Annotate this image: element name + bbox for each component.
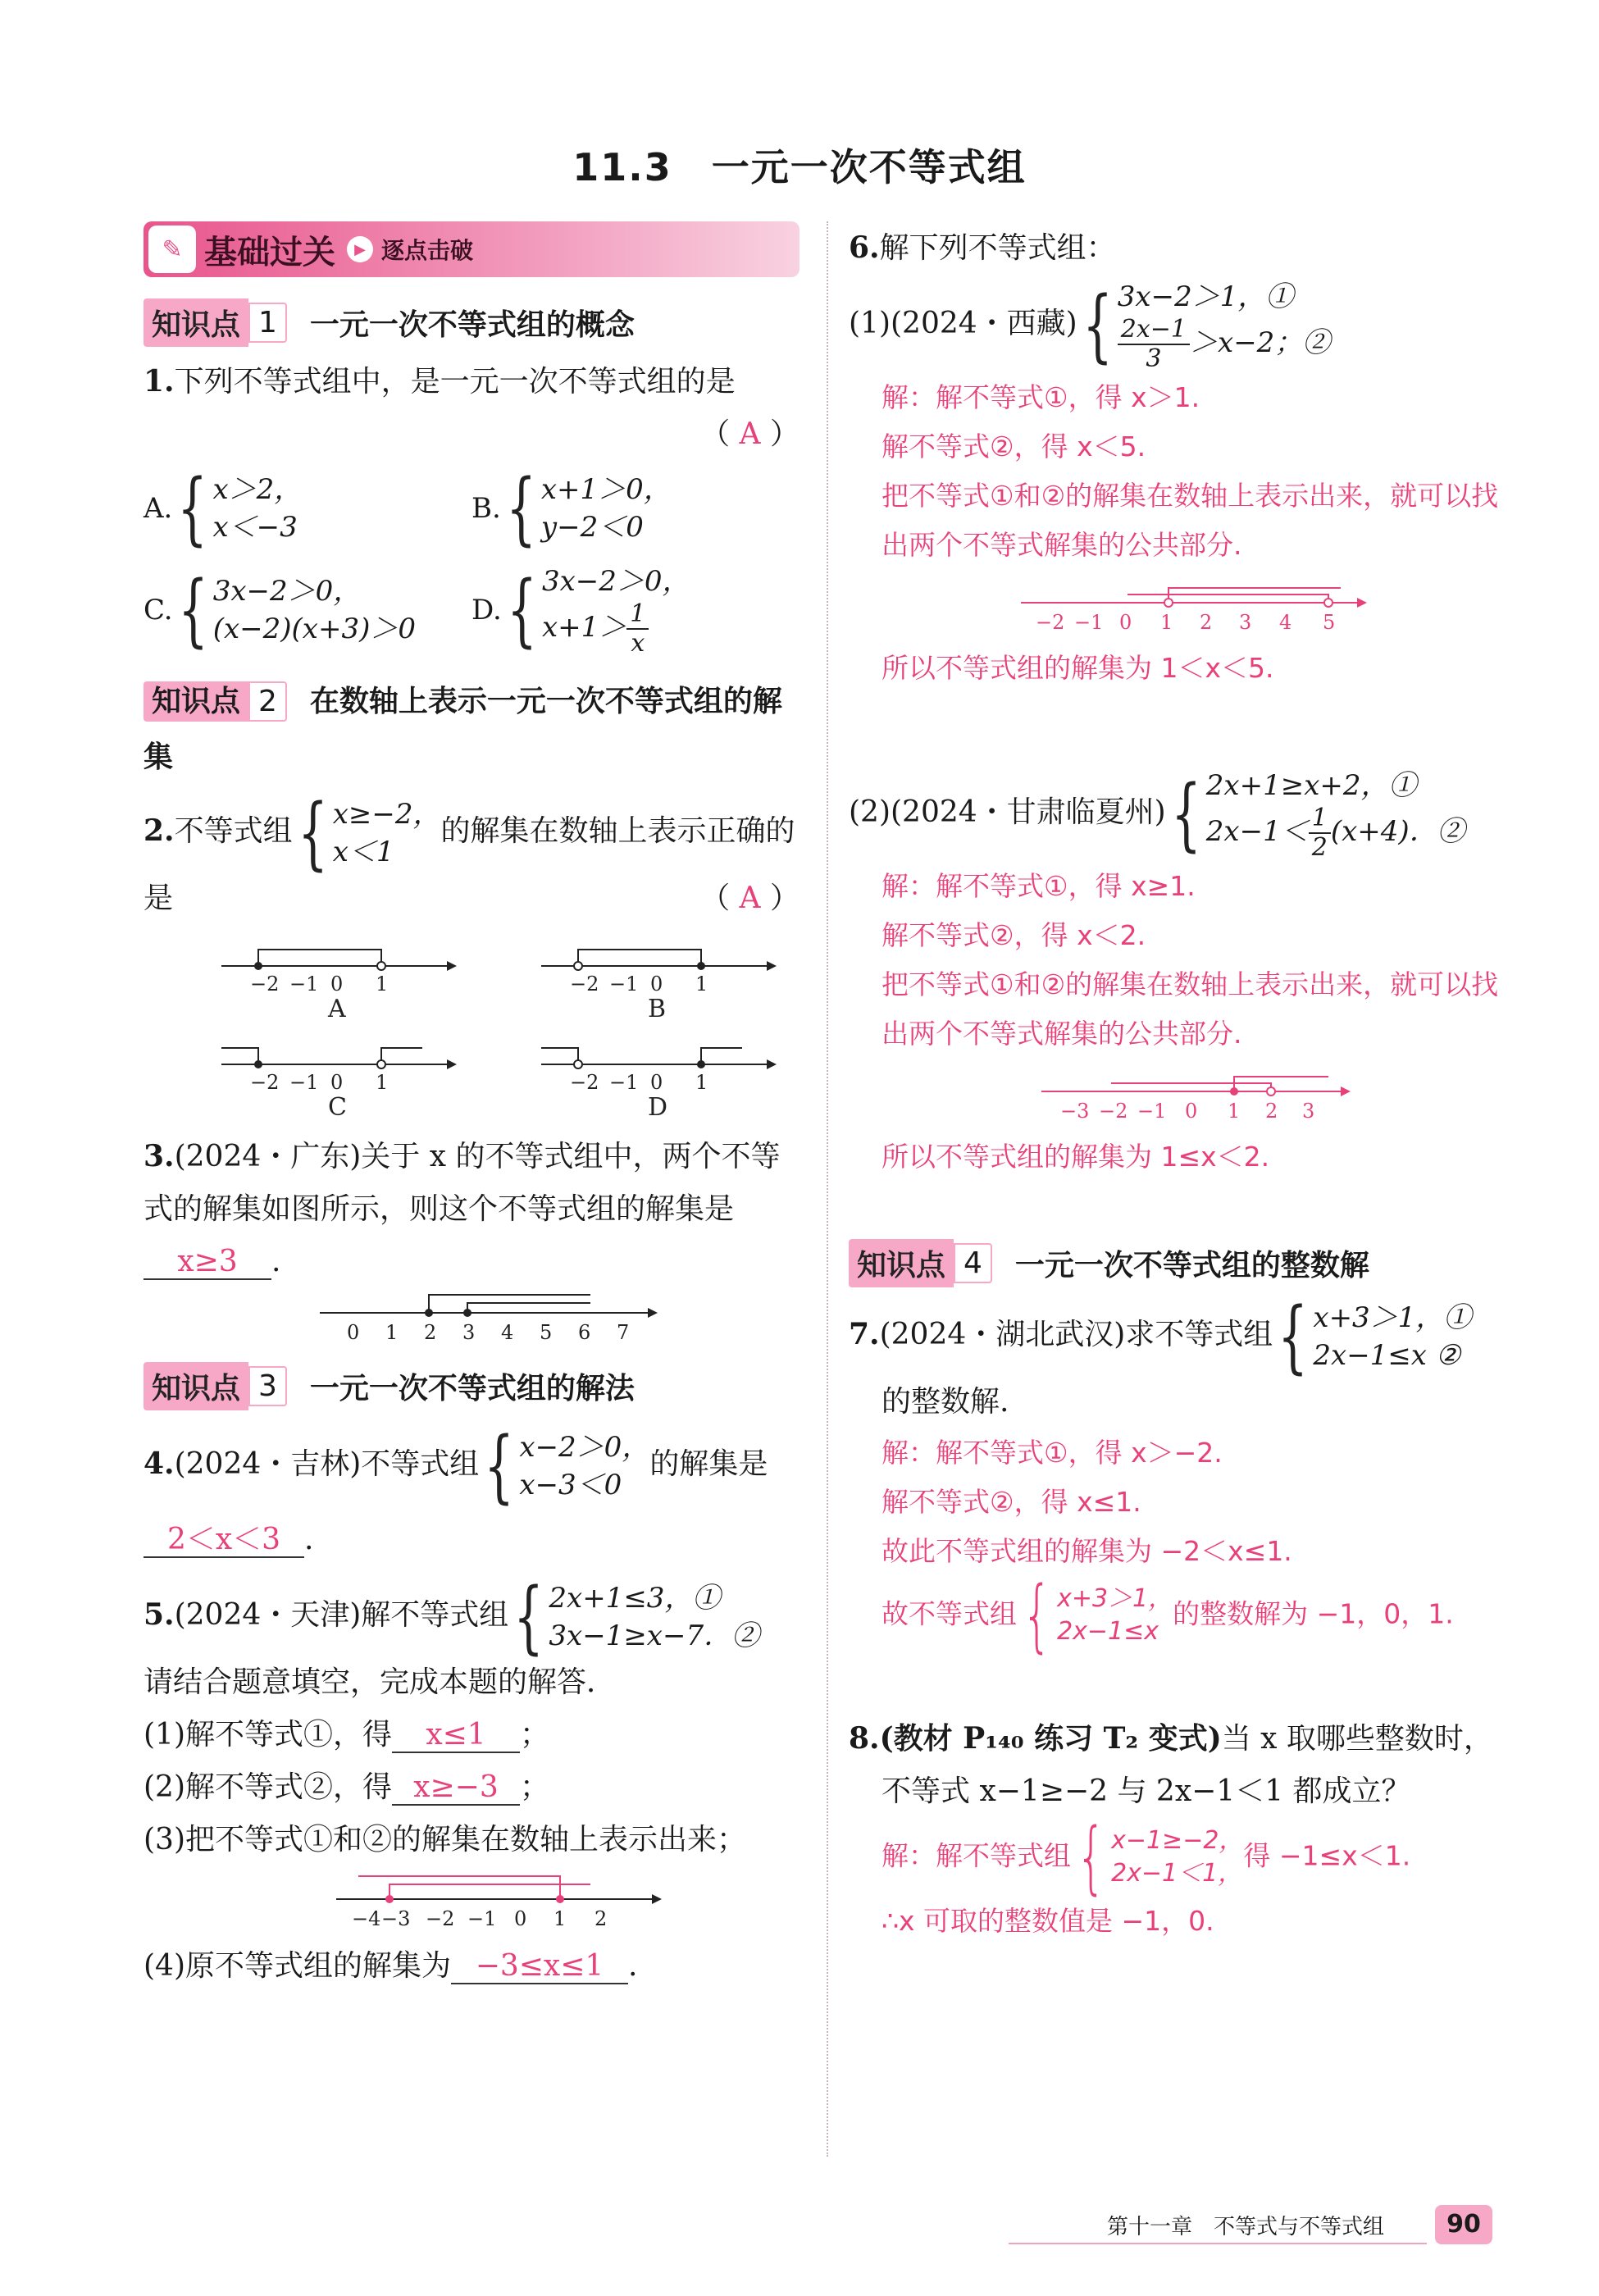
svg-text:0: 0 xyxy=(1185,1100,1198,1123)
solution-6-2-result: 所以不等式组的解集为 1≤x＜2. xyxy=(882,1141,1270,1173)
book-icon: ✎ xyxy=(148,226,196,273)
svg-text:−4: −4 xyxy=(352,1907,381,1930)
svg-text:−1: −1 xyxy=(609,1071,639,1094)
svg-text:0: 0 xyxy=(347,1321,360,1344)
svg-text:0: 0 xyxy=(330,973,344,995)
blank-5-2: x≥−3 xyxy=(392,1771,520,1806)
svg-text:0: 0 xyxy=(514,1907,527,1930)
question-2: 2.不等式组 { x≥−2， x＜1 的解集在数轴上表示正确的是 （ A ） xyxy=(144,787,800,915)
footer-line xyxy=(1009,2243,1427,2244)
svg-text:1: 1 xyxy=(554,1907,567,1930)
svg-text:2: 2 xyxy=(1265,1100,1278,1123)
left-column xyxy=(144,221,800,1993)
solution-6-1-result: 所以不等式组的解集为 1＜x＜5. xyxy=(882,652,1274,684)
question-6-part-2: (2)(2024・甘肃临夏州) { 2x+1≥x+2，① 2x−1＜ $\frac{1}{2}$ (x+4)．② xyxy=(849,768,1465,862)
option-a: A. { x＞2， x＜−3 xyxy=(144,462,303,554)
number-line-q5 xyxy=(144,1866,800,1940)
option-b: B. { x+1＞0， y−2＜0 xyxy=(472,462,672,554)
svg-text:4: 4 xyxy=(1279,611,1292,634)
solution-6-1: 解：解不等式①，得 x＞1. 解不等式②，得 x＜5. 把不等式①和②的解集在数轴上表示出来，就可以找出两个不等式解集的公共部分. xyxy=(882,381,1499,561)
column-divider xyxy=(827,221,828,2157)
svg-text:−1: −1 xyxy=(1074,611,1104,634)
question-6-part-1: (1)(2024・西藏) { 3x−2＞1，① $\frac{2x-1}{3}$ ＞x−2；② xyxy=(849,280,1331,373)
svg-text:1: 1 xyxy=(695,973,708,995)
play-icon: ▶ xyxy=(347,236,373,262)
banner-title: 基础过关 xyxy=(204,233,335,271)
page-title: 11.3 一元一次不等式组 xyxy=(572,145,1027,189)
svg-text:1: 1 xyxy=(376,1071,389,1094)
question-7: 7.(2024・湖北武汉)求不等式组 { x+3＞1，① 2x−1≤x ② 的整数解. xyxy=(849,1291,1472,1419)
svg-text:0: 0 xyxy=(650,1071,663,1094)
svg-text:2: 2 xyxy=(424,1321,437,1344)
knowledge-point-4: 知识点 4 一元一次不等式组的整数解 xyxy=(849,1239,1521,1287)
svg-text:6: 6 xyxy=(578,1321,591,1344)
banner-subtitle: 逐点击破 xyxy=(381,237,474,264)
number-line-q3 xyxy=(144,1288,800,1354)
svg-text:0: 0 xyxy=(1119,611,1132,634)
answer-1: A xyxy=(739,417,761,451)
page-footer xyxy=(1009,2210,1525,2246)
svg-text:1: 1 xyxy=(695,1071,708,1094)
svg-text:B: B xyxy=(648,995,667,1023)
svg-text:3: 3 xyxy=(1302,1100,1315,1123)
svg-text:−2: −2 xyxy=(250,1071,280,1094)
svg-text:0: 0 xyxy=(330,1071,344,1094)
svg-text:−2: −2 xyxy=(1099,1100,1128,1123)
svg-text:1: 1 xyxy=(1228,1100,1241,1123)
knowledge-point-3: 知识点 3 一元一次不等式组的解法 xyxy=(144,1362,800,1410)
number-lines-q2 xyxy=(144,925,800,1122)
svg-text:−1: −1 xyxy=(609,973,639,995)
question-5-final: (4)原不等式组的解集为 −3≤x≤1 . xyxy=(144,1949,638,1983)
svg-text:3: 3 xyxy=(1239,611,1252,634)
svg-text:2: 2 xyxy=(1200,611,1213,634)
question-3: 3.(2024・广东)关于 x 的不等式组中，两个不等式的解集如图所示，则这个不等式组的解集是x≥3 . xyxy=(144,1139,781,1278)
svg-text:−1: −1 xyxy=(467,1907,497,1930)
options-1 xyxy=(144,462,800,658)
number-line-q6-2 xyxy=(849,1059,1521,1132)
svg-text:4: 4 xyxy=(501,1321,514,1344)
svg-text:−2: −2 xyxy=(570,973,599,995)
svg-text:−2: −2 xyxy=(570,1071,599,1094)
question-1: 1.下列不等式组中，是一元一次不等式组的是 （ A ） A. { x＞2， x＜−3 B. { x+1＞0， y−2＜0 C. { 3x−2＞0， (x−2)(x+3)＞0 D. { 3x−2＞0， x+1＞ $\frac{1}{x}$ xyxy=(144,364,800,658)
question-4: 4.(2024・吉林)不等式组 { x−2＞0， x−3＜0 的解集是 2＜x＜3 . xyxy=(144,1420,768,1556)
svg-text:−1: −1 xyxy=(289,973,319,995)
svg-text:1: 1 xyxy=(376,973,389,995)
question-6: 6.解下列不等式组： xyxy=(849,230,1116,265)
svg-text:−1: −1 xyxy=(289,1071,319,1094)
svg-text:−1: −1 xyxy=(1137,1100,1167,1123)
question-5: 5.(2024・天津)解不等式组 { 2x+1≤3，① 3x−1≥x−7．② 请结合题意填空，完成本题的解答． (1)解不等式①，得 x≤1 ； (2)解不等式②，得 x≥−3 ； (3)把不等式①和②的解集在数轴上表示出来； xyxy=(144,1571,760,1856)
svg-text:D: D xyxy=(648,1093,668,1122)
svg-text:5: 5 xyxy=(540,1321,553,1344)
solution-8: 解：解不等式组 { x−1≥−2， 2x−1＜1， 得 −1≤x＜1. ∴x 可取的整数值是 −1，0. xyxy=(882,1811,1411,1937)
blank-5-1: x≤1 xyxy=(392,1719,520,1753)
svg-text:2: 2 xyxy=(594,1907,608,1930)
question-8: 8.(教材 P₁₄₀ 练习 T₂ 变式)当 x 取哪些整数时， 不等式 x−1≥−2 与 2x−1＜1 都成立？ xyxy=(849,1721,1493,1808)
page-number: 90 xyxy=(1435,2205,1492,2244)
knowledge-point-1: 知识点 1 一元一次不等式组的概念 xyxy=(144,298,800,347)
knowledge-point-2: 知识点 2 在数轴上表示一元一次不等式组的解集 xyxy=(144,674,800,786)
solution-6-2: 解：解不等式①，得 x≥1. 解不等式②，得 x＜2. 把不等式①和②的解集在数轴上表示出来，就可以找出两个不等式解集的公共部分. xyxy=(882,870,1499,1050)
option-d: D. { 3x−2＞0， x+1＞ $\frac{1}{x}$ xyxy=(472,564,690,658)
svg-text:A: A xyxy=(328,995,346,1023)
blank-5-4: −3≤x≤1 xyxy=(451,1950,628,1984)
svg-text:0: 0 xyxy=(650,973,663,995)
blank-3: x≥3 xyxy=(144,1246,271,1280)
svg-text:3: 3 xyxy=(462,1321,476,1344)
svg-text:−2: −2 xyxy=(1036,611,1065,634)
svg-text:−2: −2 xyxy=(426,1907,455,1930)
svg-text:−3: −3 xyxy=(381,1907,411,1930)
number-line-q6-1 xyxy=(849,570,1521,644)
chapter-label: 第十一章 不等式与不等式组 xyxy=(1107,2215,1385,2239)
answer-2: A xyxy=(739,882,761,915)
svg-text:−2: −2 xyxy=(250,973,280,995)
section-banner xyxy=(144,221,800,277)
svg-text:−3: −3 xyxy=(1060,1100,1090,1123)
svg-text:5: 5 xyxy=(1323,611,1336,634)
option-c: C. { 3x−2＞0， (x−2)(x+3)＞0 xyxy=(144,564,416,656)
right-column xyxy=(849,221,1521,1946)
svg-text:1: 1 xyxy=(1160,611,1173,634)
svg-text:C: C xyxy=(328,1093,347,1122)
blank-4: 2＜x＜3 xyxy=(144,1524,304,1558)
svg-text:1: 1 xyxy=(385,1321,399,1344)
solution-7: 解：解不等式①，得 x＞−2. 解不等式②，得 x≤1. 故此不等式组的解集为 −2＜x≤1. 故不等式组 { x+3＞1， 2x−1≤x 的整数解为 −1，0，1. xyxy=(882,1437,1454,1661)
svg-text:7: 7 xyxy=(617,1321,630,1344)
